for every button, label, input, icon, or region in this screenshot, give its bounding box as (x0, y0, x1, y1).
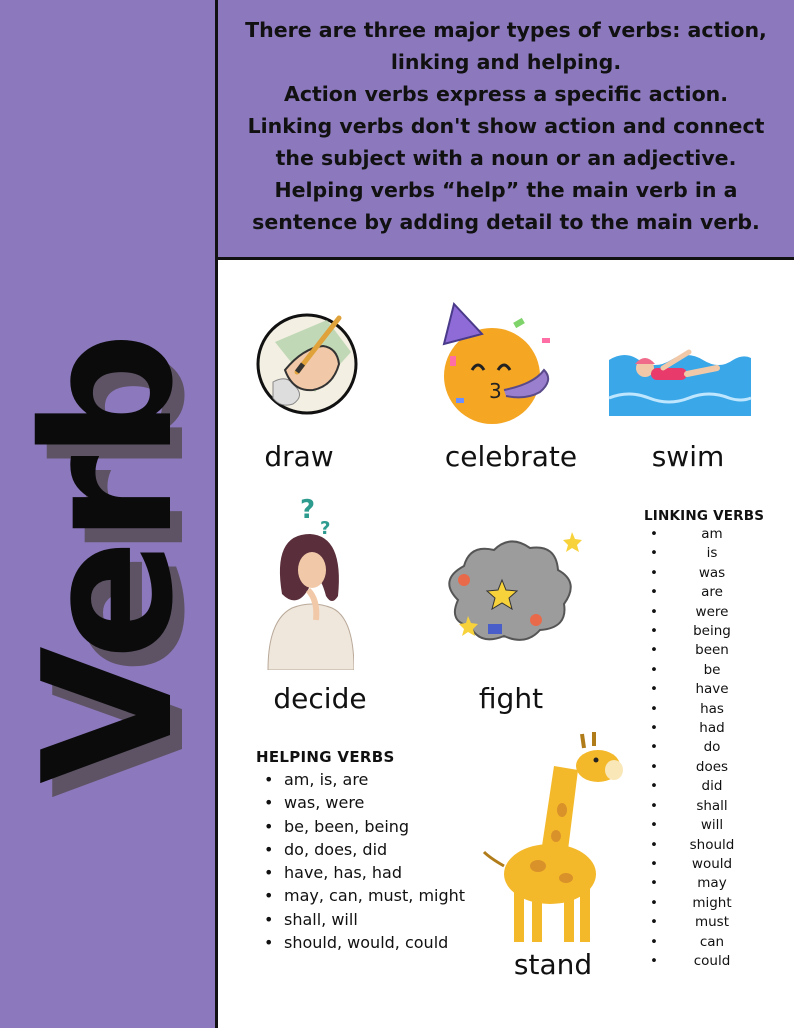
party-emoji-icon (436, 298, 566, 428)
example-word: celebrate (444, 440, 578, 473)
example-word: decide (273, 682, 367, 715)
intro-line: Linking verbs don't show action and connect (247, 114, 765, 138)
thinking-woman-icon (262, 494, 354, 670)
helping-verbs-list (256, 768, 476, 954)
page-title: Verb (5, 336, 212, 784)
list-item: • might (644, 894, 774, 913)
svg-text:?: ? (300, 495, 316, 525)
intro-line: Action verbs express a specific action. (283, 82, 729, 106)
list-item: • could (644, 952, 774, 971)
example-word: stand (513, 948, 593, 981)
example-word: draw (264, 440, 334, 473)
list-item: • will (644, 816, 774, 835)
list-item: • being (644, 622, 774, 641)
list-item: • may, can, must, might (256, 884, 476, 907)
linking-verbs-heading: LINKING VERBS (644, 508, 765, 524)
list-item: • had (644, 719, 774, 738)
list-item: • have, has, had (256, 861, 476, 884)
list-item: • be, been, being (256, 815, 476, 838)
list-item: • was (644, 564, 774, 583)
intro-line: There are three major types of verbs: action, (245, 18, 767, 42)
svg-text:?: ? (320, 518, 331, 539)
list-item: • must (644, 913, 774, 932)
list-item: • do (644, 738, 774, 757)
example-word: fight (478, 682, 544, 715)
list-item: • is (644, 544, 774, 563)
list-item: • should (644, 836, 774, 855)
fight-cloud-icon (428, 530, 584, 662)
list-item: • am (644, 525, 774, 544)
list-item: • were (644, 603, 774, 622)
list-item: • am, is, are (256, 768, 476, 791)
intro-line: the subject with a noun or an adjective. (275, 146, 737, 170)
list-item: • was, were (256, 791, 476, 814)
list-item: • has (644, 700, 774, 719)
list-item: • did (644, 777, 774, 796)
list-item: • be (644, 661, 774, 680)
example-word: swim (651, 440, 725, 473)
linking-verbs-list (644, 525, 774, 971)
intro-line: sentence by adding detail to the main verb. (252, 210, 760, 234)
helping-verbs-section (256, 748, 476, 954)
svg-text:3: 3 (489, 379, 502, 403)
swimmer-icon (607, 338, 753, 422)
intro-line: Helping verbs “help” the main verb in a (274, 178, 738, 202)
list-item: • should, would, could (256, 931, 476, 954)
sidebar-panel (0, 0, 218, 1028)
intro-box (218, 0, 794, 260)
list-item: • does (644, 758, 774, 777)
linking-verbs-section (644, 508, 774, 971)
list-item: • been (644, 641, 774, 660)
giraffe-icon (478, 726, 628, 946)
list-item: • shall, will (256, 908, 476, 931)
list-item: • do, does, did (256, 838, 476, 861)
list-item: • can (644, 933, 774, 952)
drawing-hand-icon (255, 312, 359, 416)
helping-verbs-heading: HELPING VERBS (256, 748, 395, 766)
list-item: • may (644, 874, 774, 893)
intro-line: linking and helping. (390, 50, 622, 74)
list-item: • shall (644, 797, 774, 816)
list-item: • have (644, 680, 774, 699)
list-item: • would (644, 855, 774, 874)
list-item: • are (644, 583, 774, 602)
